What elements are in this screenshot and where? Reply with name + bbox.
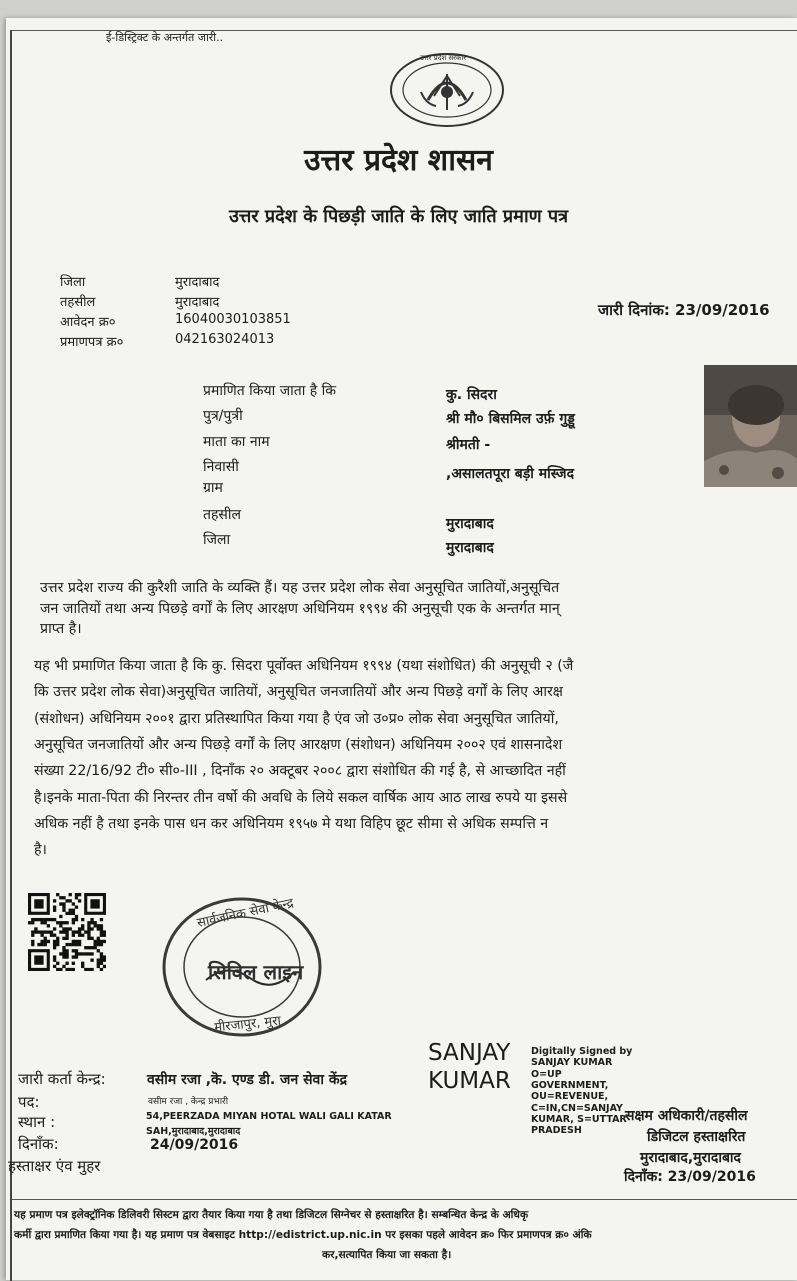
person-value: मुरादाबाद <box>446 516 494 532</box>
issuer-place-line1: 54,PEERZADA MIYAN HOTAL WALI GALI KATAR <box>146 1111 392 1122</box>
paragraph-line: यह भी प्रमाणित किया जाता है कि कु. सिदरा पूर्वोक्त अधिनियम १९९४ (यथा संशोधित) की अनुसूची २ (जै <box>34 658 574 674</box>
footer-line: कर,सत्यापित किया जा सकता है। <box>322 1249 452 1261</box>
digital-signature-line: Digitally Signed by <box>531 1046 633 1057</box>
paragraph-line: (संशोधन) अधिनियम २००१ द्वारा प्रतिस्थापित किया गया है एंव जो उ०प्र० लोक सेवा अनुसूचित जातियों, <box>34 710 559 727</box>
certificate-subtitle: उत्तर प्रदेश के पिछड़ी जाति के लिए जाति प्रमाण पत्र <box>228 206 569 227</box>
person-label: माता का नाम <box>203 434 270 450</box>
paragraph-line: अनुसूचित जनजातियों और अन्य पिछड़े वर्गों के लिए आरक्षण (संशोधन) अधिनियम २००२ एवं शासनादेश <box>34 736 563 753</box>
digital-signature-line: SANJAY KUMAR <box>531 1057 613 1069</box>
emblem-text: उत्तर प्रदेश सरकार <box>420 54 467 62</box>
meta-label: जिला <box>60 275 86 290</box>
issuer-post-label: पद: <box>18 1093 40 1111</box>
person-value: मुरादाबाद <box>446 540 494 556</box>
qr-code <box>28 893 106 971</box>
signer-name-line1: SANJAY <box>428 1040 511 1066</box>
paragraph-line: जन जातियों तथा अन्य पिछड़े वर्गों के लिए आरक्षण अधिनियम १९९४ की अनुसूची एक के अन्तर्गत मान् <box>40 600 560 617</box>
signature-seal-label: हस्ताक्षर एंव मुहर <box>8 1157 101 1175</box>
paragraph-line: संख्या 22/16/92 टी० सी०-III , दिनाँक २० अक्टूबर २००८ द्वारा संशोधित की गई है, से आच्छादित नहीं <box>34 763 566 780</box>
issuer-place-line2: SAH,मुरादाबाद,मुरादाबाद <box>146 1126 241 1137</box>
person-value: श्री मौ० बिसमिल उर्फ़ गुड्डू <box>446 411 575 427</box>
stamp-bottom-text: मीरजापुर, मुरा <box>213 1013 282 1036</box>
meta-value: मुरादाबाद <box>175 295 220 310</box>
meta-value: मुरादाबाद <box>175 275 220 290</box>
footer-line: कर्मी द्वारा प्रमाणित किया गया है। यह प्रमाण पत्र वेबसाइट http://edistrict.up.nic.in पर इसका पहले आवेदन क्र० फिर प्रमाणपत्र क्र० अंकि <box>14 1229 592 1241</box>
applicant-photo <box>704 365 797 487</box>
person-label: तहसील <box>203 507 241 523</box>
authority-line2: डिजिटल हस्ताक्षरित <box>647 1129 746 1145</box>
issuer-center-label: जारी कर्ता केन्द्र: <box>18 1070 106 1088</box>
person-label: निवासी <box>203 459 239 475</box>
paragraph-line: प्राप्त है। <box>40 621 82 637</box>
digital-signature-line: OU=REVENUE, <box>531 1091 609 1103</box>
person-label: जिला <box>203 532 231 548</box>
person-value: कु. सिदरा <box>446 387 497 403</box>
meta-label: तहसील <box>60 295 96 310</box>
up-government-emblem <box>388 52 506 128</box>
issuer-date-label: दिनाँक: <box>18 1135 59 1153</box>
footer-line: यह प्रमाण पत्र इलेक्ट्रॉनिक डिलिवरी सिस्टम द्वारा तैयार किया गया है तथा डिजिटल सिग्नेचर से हस्ताक्षरित है। सम्बन्धित केन्द्र के अधिकृ <box>14 1209 529 1221</box>
meta-label: आवेदन क्र० <box>60 315 116 330</box>
person-label: ग्राम <box>203 480 223 496</box>
digital-signature-line: KUMAR, S=UTTAR <box>531 1113 627 1125</box>
person-label: पुत्र/पुत्री <box>203 408 243 424</box>
footer-divider <box>12 1199 797 1200</box>
paragraph-line: है।इनके माता-पिता की निरन्तर तीन वर्षो की अवधि के लिये सकल वार्षिक आय आठ लाख रुपये या इससे <box>34 789 568 806</box>
authority-line1: सक्षम अधिकारी/तहसील <box>625 1108 748 1124</box>
paragraph-line: अधिक नहीं है तथा इनके पास धन कर अधिनियम १९५७ मे यथा विहिप छूट सीमा से अधिक सम्पत्ति न <box>34 815 549 832</box>
issuer-post-value: वसीम रजा , केन्द्र प्रभारी <box>148 1097 229 1107</box>
digital-signature-line: GOVERNMENT, <box>531 1079 609 1091</box>
issue-date: जारी दिनांक: 23/09/2016 <box>598 301 770 319</box>
paragraph-line: उत्तर प्रदेश राज्य की कुरैशी जाति के व्यक्ति हैं। यह उत्तर प्रदेश लोक सेवा अनुसूचित जातियों,अनुसूचित <box>40 580 560 596</box>
header-note: ई-डिस्ट्रिक्ट के अन्तर्गत जारी.. <box>106 31 224 44</box>
digital-signature-line: O=UP <box>531 1068 562 1080</box>
page-title: उत्तर प्रदेश शासन <box>304 143 493 178</box>
meta-value: 042163024013 <box>175 332 275 347</box>
signer-name-line2: KUMAR <box>428 1068 511 1094</box>
person-value: ,असालतपूरा बड़ी मस्जिद <box>446 466 575 482</box>
issuer-place-label: स्थान : <box>18 1113 56 1131</box>
issuer-center-value: वसीम रजा ,कॆ. एण्ड डी. जन सेवा केंद्र <box>147 1072 348 1088</box>
stamp-ring-text: सार्वजनिक सेवा केन्द्र <box>195 895 295 932</box>
digital-signature-line: PRADESH <box>531 1125 582 1137</box>
meta-label: प्रमाणपत्र क्र० <box>60 335 124 350</box>
digital-signature-line: C=IN,CN=SANJAY <box>531 1102 623 1114</box>
meta-value: 16040030103851 <box>175 312 291 327</box>
paragraph-line: है। <box>34 842 47 859</box>
issuer-date-value: 24/09/2016 <box>150 1137 239 1153</box>
authority-date: दिनाँक: 23/09/2016 <box>624 1169 756 1185</box>
paragraph-line: कि उत्तर प्रदेश लोक सेवा)अनुसूचित जातियों, अनुसूचित जनजातियों और अन्य पिछड़े वर्गों के लिए आरक्ष <box>34 684 563 701</box>
authority-line3: मुरादाबाद,मुरादाबाद <box>640 1150 741 1166</box>
person-value: श्रीमती - <box>446 437 491 453</box>
stamp-center-text: सिविल लाइन <box>208 960 304 984</box>
person-label: प्रमाणित किया जाता है कि <box>203 383 337 399</box>
